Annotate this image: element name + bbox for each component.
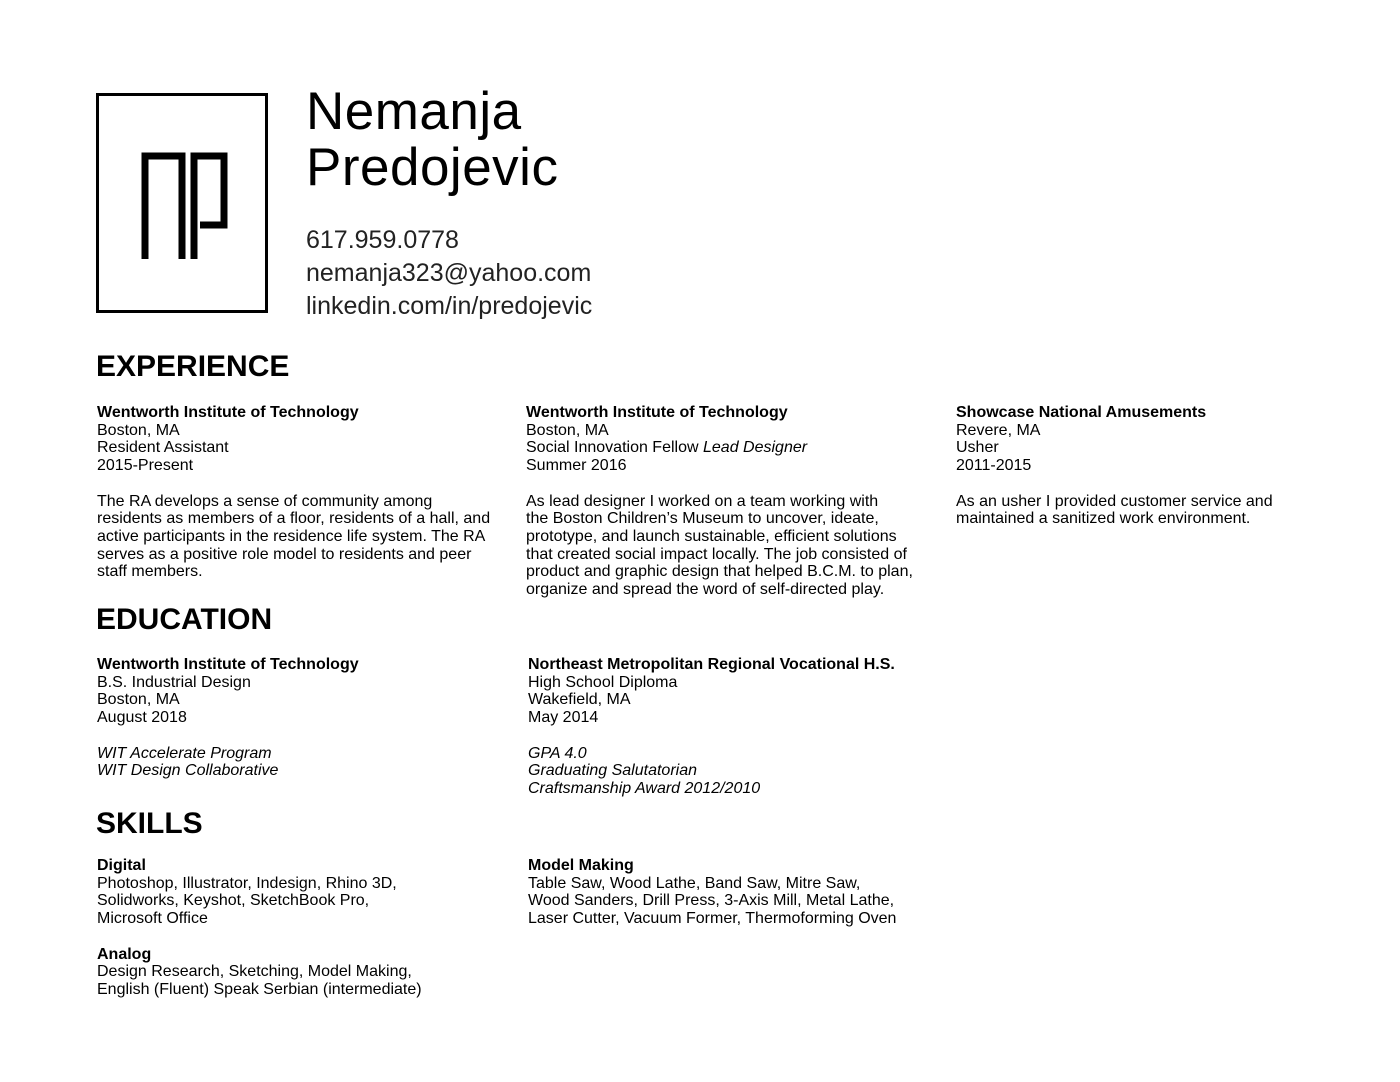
skills-line: Microsoft Office <box>97 910 208 928</box>
experience-desc-line: As an usher I provided customer service and <box>956 492 1273 510</box>
experience-desc-line: product and graphic design that helped B.C.M. to plan, <box>526 563 913 581</box>
skills-line: Laser Cutter, Vacuum Former, Thermoforming Oven <box>528 910 897 928</box>
skills-line: English (Fluent) Speak Serbian (intermediate) <box>97 980 422 998</box>
experience-org: Wentworth Institute of Technology <box>97 404 359 421</box>
skills-group <box>528 857 896 928</box>
experience-location: Revere, MA <box>956 421 1041 439</box>
education-date: May 2014 <box>528 709 599 727</box>
experience-desc-line: organize and spread the word of self-directed play. <box>526 581 885 599</box>
skills-line: Table Saw, Wood Lathe, Band Saw, Mitre Saw, <box>528 874 861 892</box>
experience-desc-line: that created social impact locally. The job consisted of <box>526 545 907 563</box>
experience-location: Boston, MA <box>97 421 180 439</box>
education-note: GPA 4.0 <box>528 744 587 762</box>
experience-desc-line: As lead designer I worked on a team working with <box>526 492 879 510</box>
skills-heading: SKILLS <box>96 807 203 840</box>
skills-group-name: Model Making <box>528 857 634 874</box>
experience-location: Boston, MA <box>526 421 609 439</box>
experience-dates: 2015-Present <box>97 457 194 475</box>
experience-role-title: Lead Designer <box>703 439 808 457</box>
education-degree: B.S. Industrial Design <box>97 673 251 691</box>
experience-dates: 2011-2015 <box>956 457 1032 475</box>
experience-role: Social Innovation Fellow <box>526 439 699 457</box>
experience-desc-line: residents as members of a floor, residents of a hall, and <box>97 510 491 528</box>
skills-line: Solidworks, Keyshot, SketchBook Pro, <box>97 892 370 910</box>
skills-group-name: Digital <box>97 857 146 874</box>
skills-line: Wood Sanders, Drill Press, 3-Axis Mill, Metal Lathe, <box>528 892 895 910</box>
education-note: WIT Design Collaborative <box>97 762 279 780</box>
experience-desc-line: prototype, and launch sustainable, efficient solutions <box>526 527 897 545</box>
linkedin-url: linkedin.com/in/predojevic <box>306 292 593 320</box>
experience-org: Wentworth Institute of Technology <box>526 404 788 421</box>
last-name: Predojevic <box>306 138 559 197</box>
experience-desc-line: active participants in the residence life system. The RA <box>97 527 486 545</box>
skills-line: Photoshop, Illustrator, Indesign, Rhino 3D, <box>97 874 397 892</box>
contact-info <box>306 224 592 323</box>
experience-dates: Summer 2016 <box>526 457 627 475</box>
person-name <box>306 84 558 196</box>
experience-desc-line: serves as a positive role model to residents and peer <box>97 545 472 563</box>
first-name: Nemanja <box>306 82 522 141</box>
experience-item <box>526 404 913 599</box>
education-note: Craftsmanship Award 2012/2010 <box>528 779 761 797</box>
education-location: Wakefield, MA <box>528 691 631 709</box>
experience-org: Showcase National Amusements <box>956 404 1207 421</box>
education-note: Graduating Salutatorian <box>528 762 697 780</box>
experience-desc-line: the Boston Children’s Museum to uncover, ideate, <box>526 510 879 528</box>
experience-item <box>956 404 1273 528</box>
education-school: Wentworth Institute of Technology <box>97 656 359 673</box>
experience-role: Usher <box>956 439 999 457</box>
education-date: August 2018 <box>97 709 187 727</box>
education-location: Boston, MA <box>97 691 180 709</box>
experience-role-line <box>526 439 913 457</box>
skills-line: Design Research, Sketching, Model Making, <box>97 963 412 981</box>
logo-monogram <box>96 93 268 313</box>
education-item <box>528 656 895 798</box>
email-address: nemanja323@yahoo.com <box>306 259 592 287</box>
education-school: Northeast Metropolitan Regional Vocational H.S. <box>528 656 895 673</box>
education-heading: EDUCATION <box>96 603 273 636</box>
phone-number: 617.959.0778 <box>306 226 459 254</box>
skills-group-name: Analog <box>97 945 152 963</box>
skills-group <box>97 857 422 999</box>
experience-item <box>97 404 490 581</box>
experience-desc-line: maintained a sanitized work environment. <box>956 510 1251 528</box>
np-monogram-icon <box>99 96 265 310</box>
experience-desc-line: The RA develops a sense of community among <box>97 492 433 510</box>
education-note: WIT Accelerate Program <box>97 744 272 762</box>
experience-desc-line: staff members. <box>97 563 203 581</box>
education-item <box>97 656 359 780</box>
education-degree: High School Diploma <box>528 673 678 691</box>
experience-heading: EXPERIENCE <box>96 350 290 383</box>
experience-role: Resident Assistant <box>97 439 229 457</box>
